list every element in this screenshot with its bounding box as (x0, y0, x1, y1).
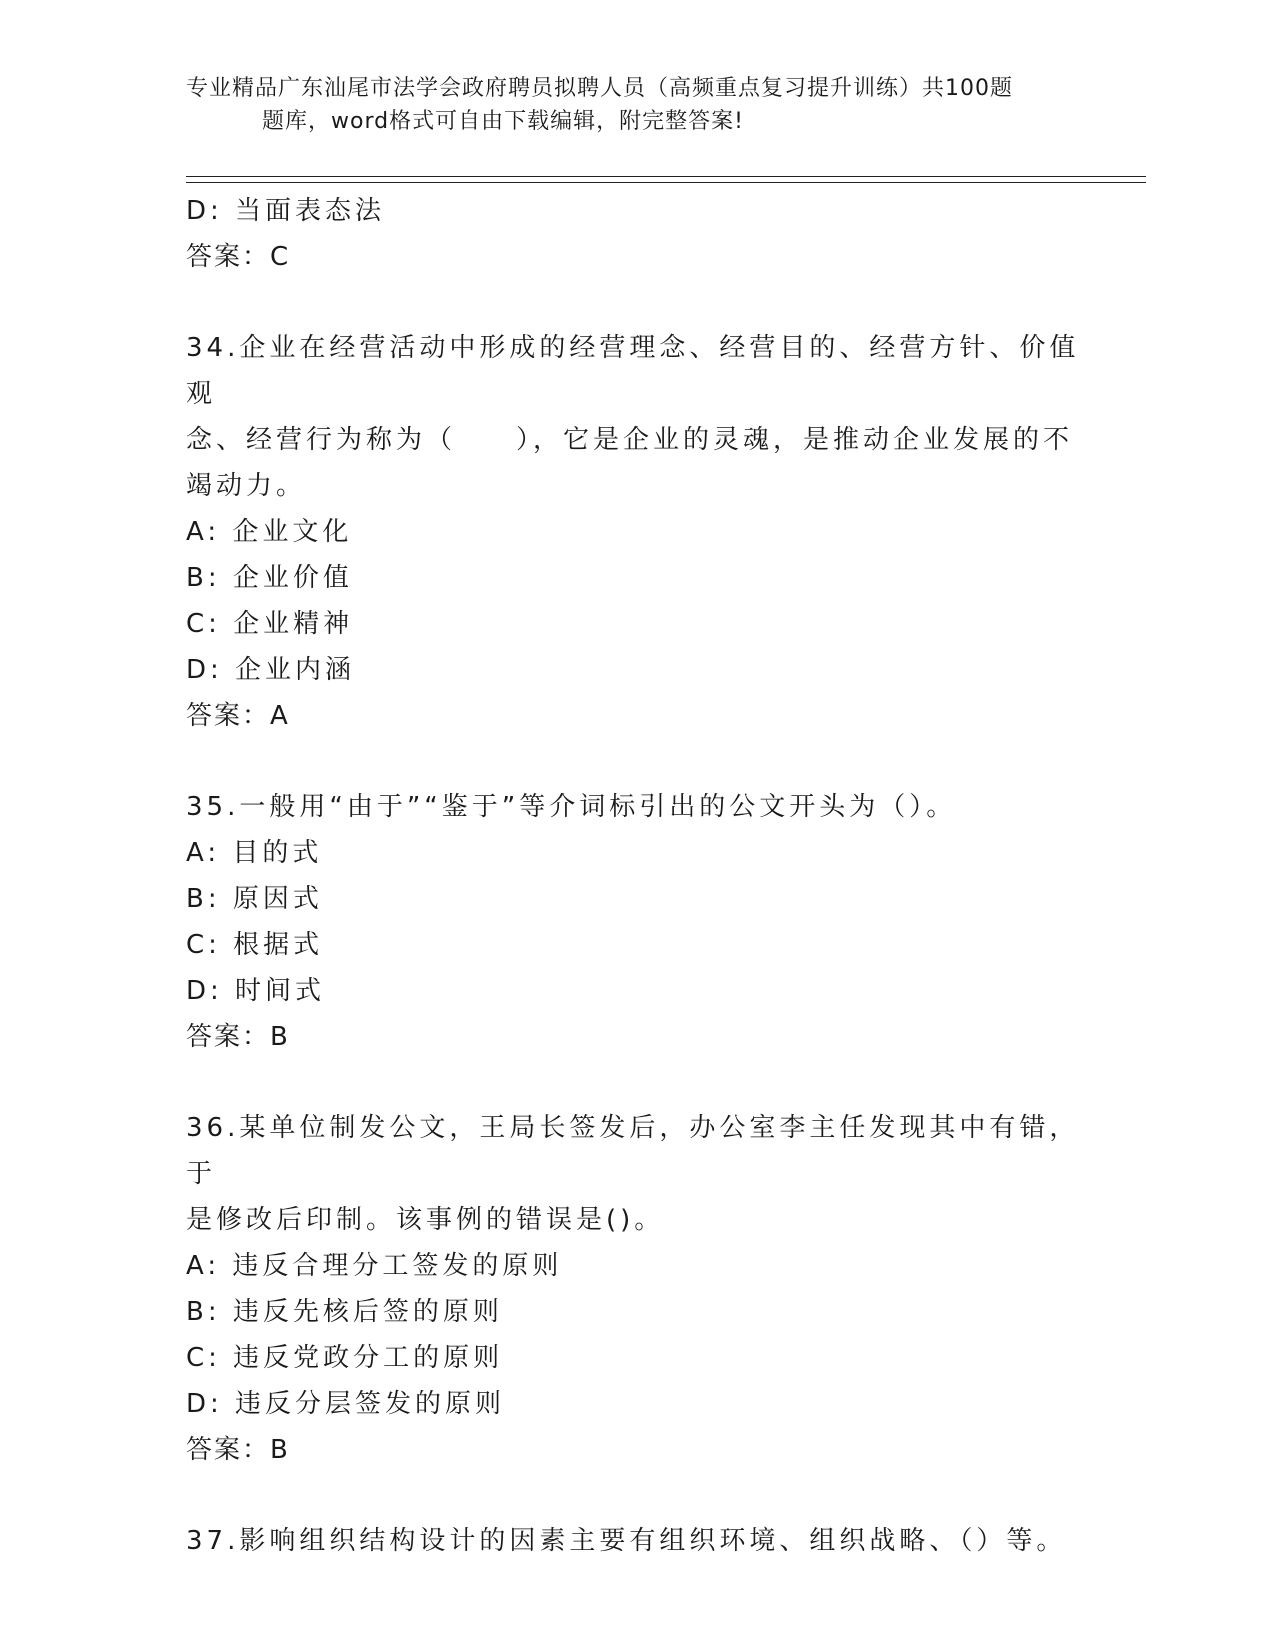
question-stem: 35.一般用“由于”“鉴于”等介词标引出的公文开头为（）。 (186, 792, 957, 822)
option-b: B: 企业价值 (186, 563, 353, 593)
option-a: A: 企业文化 (186, 517, 353, 547)
option-d: D: 时间式 (186, 976, 326, 1006)
question-stem: 37.影响组织结构设计的因素主要有组织环境、组织战略、（）等。 (186, 1526, 1067, 1556)
question-37 (186, 1518, 1086, 1564)
option-b: B: 原因式 (186, 884, 323, 914)
option-c: C: 根据式 (186, 930, 324, 960)
question-36 (186, 1105, 1086, 1473)
header-title-line2: 题库，word格式可自由下载编辑，附完整答案! (262, 109, 744, 134)
option-a: A: 目的式 (186, 838, 323, 868)
header-divider-top (186, 176, 1146, 177)
question-34 (186, 325, 1086, 739)
prev-question-answer: 答案：C (186, 242, 291, 272)
answer: 答案：B (186, 1022, 290, 1052)
option-b: B: 违反先核后签的原则 (186, 1297, 503, 1327)
spacer (186, 1473, 1086, 1518)
header-divider-bottom (186, 182, 1146, 183)
question-stem: 念、经营行为称为（ ），它是企业的灵魂，是推动企业发展的不 (186, 425, 1074, 455)
option-a: A: 违反合理分工签发的原则 (186, 1251, 563, 1281)
question-stem: 36.某单位制发公文，王局长签发后，办公室李主任发现其中有错，于 (186, 1113, 1080, 1189)
option-c: C: 企业精神 (186, 609, 354, 639)
document-body (186, 188, 1086, 1564)
question-35 (186, 784, 1086, 1060)
spacer (186, 280, 1086, 325)
prev-question-option-d: D: 当面表态法 (186, 196, 386, 226)
question-stem: 竭动力。 (186, 471, 307, 501)
answer: 答案：A (186, 701, 290, 731)
option-d: D: 违反分层签发的原则 (186, 1389, 506, 1419)
question-stem: 34.企业在经营活动中形成的经营理念、经营目的、经营方针、价值观 (186, 333, 1080, 409)
spacer (186, 1060, 1086, 1105)
option-d: D: 企业内涵 (186, 655, 356, 685)
question-stem: 是修改后印制。该事例的错误是()。 (186, 1205, 665, 1235)
header-title-line1: 专业精品广东汕尾市法学会政府聘员拟聘人员（高频重点复习提升训练）共100题 (186, 76, 1013, 101)
answer: 答案：B (186, 1435, 290, 1465)
document-header (186, 72, 1086, 138)
spacer (186, 739, 1086, 784)
option-c: C: 违反党政分工的原则 (186, 1343, 504, 1373)
